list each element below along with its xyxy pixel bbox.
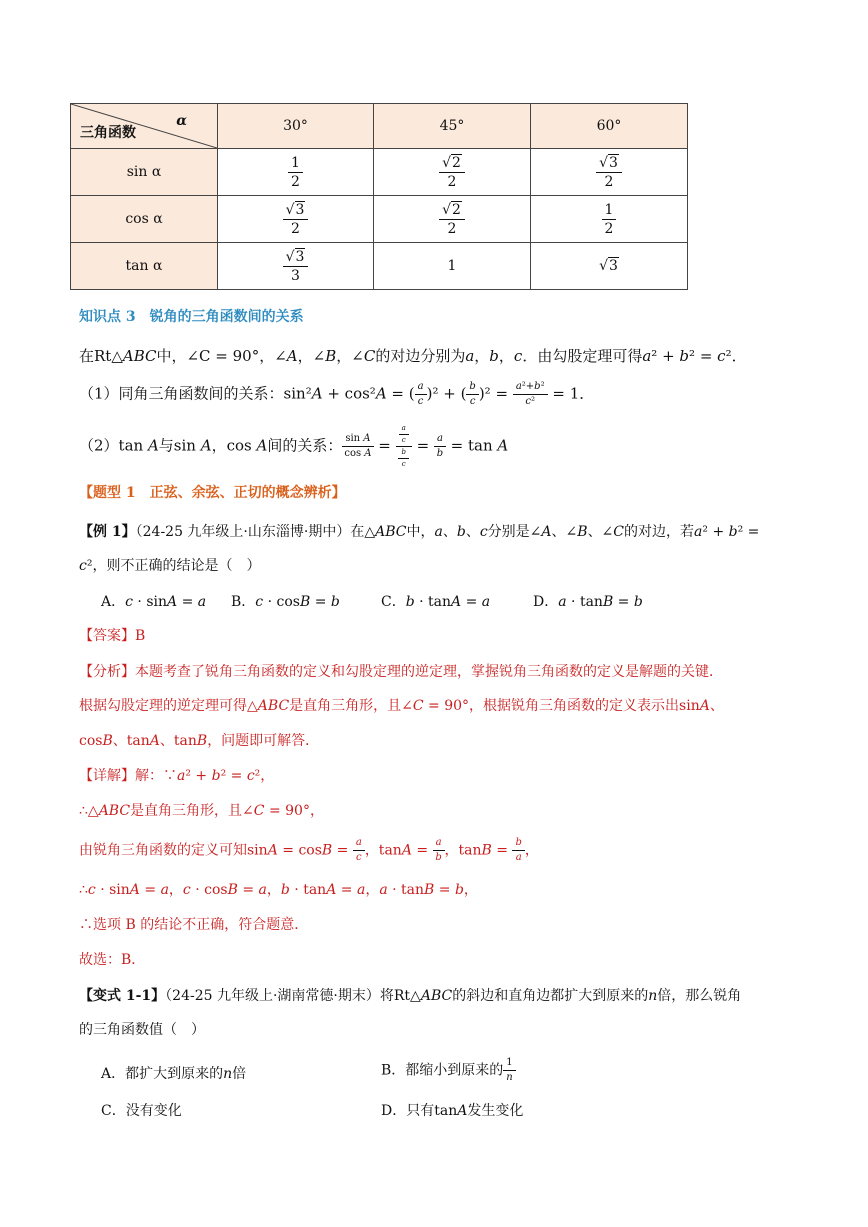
function-label: cos α [125, 211, 163, 227]
variant-1-stem-line-2: 的三角函数值（ ） [79, 1022, 205, 1038]
answer-line [79, 625, 145, 645]
variant-option-b: B．都缩小到原来的 $\frac{1}{n}$ [381, 1058, 516, 1083]
row-function-cos [71, 196, 218, 243]
analysis-line-2: 根据勾股定理的逆定理可得△ABC是直角三角形，且∠C = 90°，根据锐角三角函数的定义表示出sinA、 [79, 698, 724, 714]
value-one: 1 [447, 258, 457, 274]
detail-line-2: ∴△ABC是直角三角形，且∠C = 90°， [79, 803, 324, 819]
fraction-sqrt3-3: $\frac{√3}{3}$ [283, 250, 309, 283]
knowledge-item-2: （2）tan A与sin A，cos A间的关系： $\frac{\text{sin A}}{\text{cos A}}$ = $\frac{\frac{a}{c}}{\frac{b}{c}}$ = $\frac{a}{b}$ = tan A [79, 424, 509, 468]
detail-line-6: 故选：B． [79, 952, 146, 968]
table-row [71, 196, 688, 243]
table-row [71, 149, 688, 196]
fraction-sqrt3-2: $\frac{√3}{2}$ [283, 203, 309, 236]
example-1-stem-line-1: 【例 1】（24-25 九年级上·山东淄博·期中）在△ABC中，a、b、c分别是∠A、∠B、∠C的对边，若a² + b² = [79, 524, 760, 540]
section-title: 【题型 1 正弦、余弦、正切的概念辨析】 [79, 485, 346, 501]
analysis-label: 【分析】 [79, 664, 135, 680]
detail-line-5: ∴选项 B 的结论不正确，符合题意． [79, 917, 309, 933]
variant-option-a: A．都扩大到原来的n倍 [101, 1066, 247, 1082]
detail-line-3: 由锐角三角函数的定义可知sinA = cosB = $\frac{a}{c}$ ，tanA = $\frac{a}{b}$ ，tanB = $\frac{b}{a}$ ， [79, 837, 539, 863]
option-c: C．b · tanA = a [381, 594, 491, 610]
example-source: （24-25 九年级上·山东淄博·期中） [135, 524, 351, 540]
trig-values-table [70, 103, 688, 290]
fraction-sqrt3-2: $\frac{√3}{2}$ [596, 156, 622, 189]
knowledge-item-1: （1）同角三角函数间的关系：sin²A + cos²A = ( $\frac{a}{c}$ )² + ( $\frac{b}{c}$ )² = $\frac{\text{a²+b²}}{\text{c²}}$ = 1． [79, 381, 595, 407]
analysis-line-1 [79, 661, 723, 681]
analysis-text: 本题考查了锐角三角函数的定义和勾股定理的逆定理，掌握锐角三角函数的定义是解题的关键． [135, 664, 723, 680]
angle-header: 45° [374, 104, 531, 149]
answer-label: 【答案】 [79, 628, 135, 644]
trig-function-header: 三角函数 [80, 125, 136, 141]
fraction-1-2: $\frac{1}{2}$ [288, 156, 303, 189]
value-cell [218, 243, 374, 290]
value-sqrt3: √3 [599, 258, 618, 274]
example-label: 【例 1】 [79, 524, 136, 540]
detail-label: 【详解】 [79, 768, 135, 784]
variant-label: 【变式 1-1】 [79, 988, 166, 1004]
example-1-stem-line-2: c²，则不正确的结论是（ ） [79, 558, 261, 574]
variant-source: （24-25 九年级上·湖南常德·期末） [165, 988, 380, 1004]
alpha-header: α [176, 113, 187, 129]
variant-option-d: D．只有tanA发生变化 [381, 1103, 524, 1119]
knowledge-point-title: 知识点 3 锐角的三角函数间的关系 [79, 309, 304, 325]
row-function-sin [71, 149, 218, 196]
option-a: A．c · sinA = a [101, 594, 207, 610]
table-row [71, 243, 688, 290]
value-cell [218, 196, 374, 243]
value-cell [374, 243, 531, 290]
value-cell [531, 196, 688, 243]
row-function-tan [71, 243, 218, 290]
value-cell [374, 196, 531, 243]
variant-option-c: C．没有变化 [101, 1103, 182, 1119]
fraction-1-2: $\frac{1}{2}$ [602, 203, 617, 236]
angle-header: 60° [531, 104, 688, 149]
angle-header: 30° [218, 104, 374, 149]
value-cell [531, 149, 688, 196]
option-b: B．c · cosB = b [231, 594, 340, 610]
table-header-row [71, 104, 688, 149]
function-label: tan α [125, 258, 163, 274]
variant-1-stem-line-1: 【变式 1-1】（24-25 九年级上·湖南常德·期末）将Rt△ABC的斜边和直角边都扩大到原来的n倍，那么锐角 [79, 988, 742, 1004]
value-cell [218, 149, 374, 196]
detail-line-1: 【详解】解：∵a² + b² = c²， [79, 768, 275, 784]
fraction-sqrt2-2: $\frac{√2}{2}$ [439, 203, 465, 236]
detail-line-4: ∴c · sinA = a，c · cosB = a，b · tanA = a，a · tanB = b， [79, 882, 478, 898]
diagonal-header-cell [71, 104, 218, 149]
function-label: sin α [126, 164, 162, 180]
option-d: D．a · tanB = b [533, 594, 643, 610]
analysis-line-3: cosB、tanA、tanB，问题即可解答． [79, 733, 320, 749]
answer-value: B [135, 628, 146, 644]
knowledge-intro: 在Rt△ABC中，∠C = 90°，∠A，∠B，∠C的对边分别为a，b，c．由勾股定理可得a² + b² = c²． [79, 347, 747, 365]
value-cell [531, 243, 688, 290]
value-cell [374, 149, 531, 196]
fraction-sqrt2-2: $\frac{√2}{2}$ [439, 156, 465, 189]
